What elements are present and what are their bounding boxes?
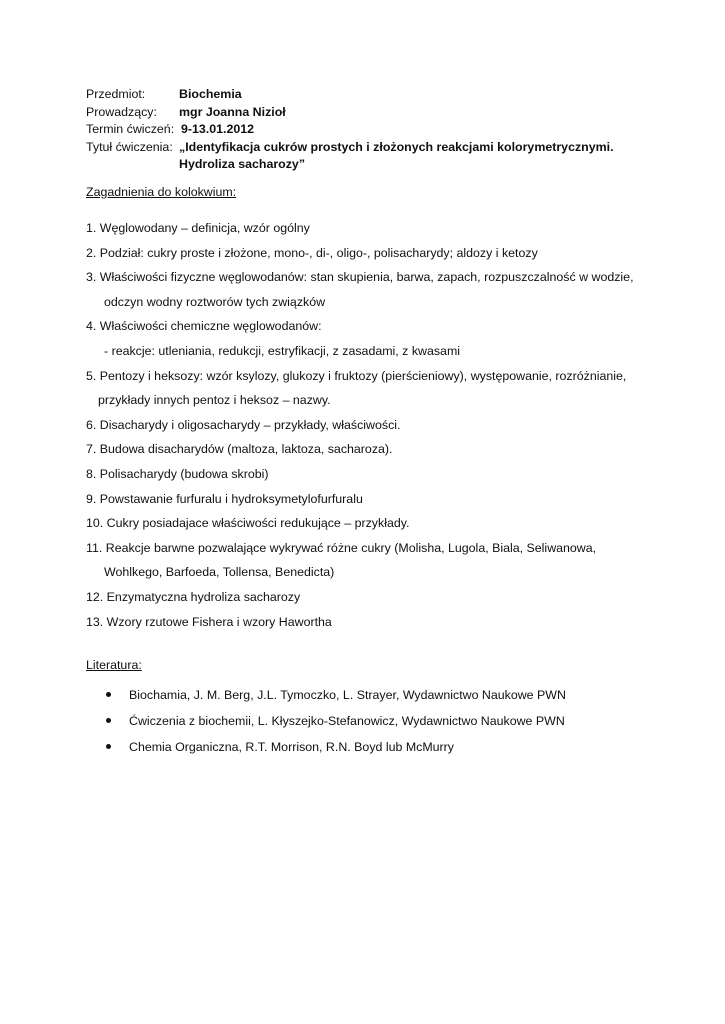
topics-heading: Zagadnienia do kolokwium: [86, 185, 237, 199]
topic-item: 3. Właściwości fizyczne węglowodanów: stan skupienia, barwa, zapach, rozpuszczalność w wodzie, [86, 270, 634, 285]
exercise-title-row [86, 139, 614, 157]
topic-item-continuation: - reakcje: utleniania, redukcji, estryfikacji, z zasadami, z kwasami [104, 343, 461, 358]
topic-item: 9. Powstawanie furfuralu i hydroksymetylofurfuralu [86, 491, 363, 506]
bullet-icon [106, 744, 111, 749]
exercise-title-line1: „Identyfikacja cukrów prostych i złożonych reakcjami kolorymetrycznymi. [179, 139, 614, 154]
topics-list [86, 216, 686, 634]
lecturer-row [86, 104, 614, 122]
bullet-icon [106, 718, 111, 723]
lecturer-label: Prowadzący: [86, 104, 157, 119]
date-label: Termin ćwiczeń: [86, 122, 175, 136]
topic-item: 12. Enzymatyczna hydroliza sacharozy [86, 589, 301, 604]
date-row [86, 121, 614, 139]
topic-item: 13. Wzory rzutowe Fishera i wzory Hawortha [86, 614, 332, 629]
date-value: 9-13.01.2012 [181, 122, 255, 136]
literature-item [86, 682, 566, 708]
topic-item: 1. Węglowodany – definicja, wzór ogólny [86, 221, 310, 235]
topic-item: 6. Disacharydy i oligosacharydy – przykłady, właściwości. [86, 417, 401, 432]
topic-item-continuation: Wohlkego, Barfoeda, Tollensa, Benedicta) [104, 565, 335, 580]
topic-item-continuation: przykłady innych pentoz i heksoz – nazwy. [98, 393, 331, 408]
topic-item: 11. Reakcje barwne pozwalające wykrywać różne cukry (Molisha, Lugola, Biala, Seliwanowa, [86, 540, 597, 555]
lecturer-value: mgr Joanna Nizioł [179, 104, 286, 119]
subject-label: Przedmiot: [86, 87, 146, 101]
subject-row [86, 86, 614, 104]
literature-text: Biochamia, J. M. Berg, J.L. Tymoczko, L. Strayer, Wydawnictwo Naukowe PWN [129, 688, 566, 702]
subject-value: Biochemia [179, 87, 242, 101]
literature-text: Chemia Organiczna, R.T. Morrison, R.N. Boyd lub McMurry [129, 740, 454, 754]
exercise-title-label: Tytuł ćwiczenia: [86, 139, 173, 154]
exercise-title-line2: Hydroliza sacharozy” [179, 157, 306, 171]
topic-item: 2. Podział: cukry proste i złożone, mono-, di-, oligo-, polisacharydy; aldozy i ketozy [86, 245, 538, 260]
topic-item: 4. Właściwości chemiczne węglowodanów: [86, 319, 322, 334]
literature-item [86, 708, 566, 734]
topic-item: 7. Budowa disacharydów (maltoza, laktoza, sacharoza). [86, 442, 393, 457]
bullet-icon [106, 692, 111, 697]
topic-item: 5. Pentozy i heksozy: wzór ksylozy, glukozy i fruktozy (pierścieniowy), występowanie, rozróżnianie, [86, 368, 627, 383]
literature-text: Ćwiczenia z biochemii, L. Kłyszejko-Stefanowicz, Wydawnictwo Naukowe PWN [129, 714, 565, 728]
topic-item: 8. Polisacharydy (budowa skrobi) [86, 466, 269, 481]
header-block [86, 86, 614, 174]
literature-item [86, 734, 566, 760]
literature-heading: Literatura: [86, 658, 142, 672]
literature-list [86, 682, 566, 760]
topic-item: 10. Cukry posiadajace właściwości redukujące – przykłady. [86, 516, 410, 531]
topic-item-continuation: odczyn wodny roztworów tych związków [104, 294, 326, 309]
